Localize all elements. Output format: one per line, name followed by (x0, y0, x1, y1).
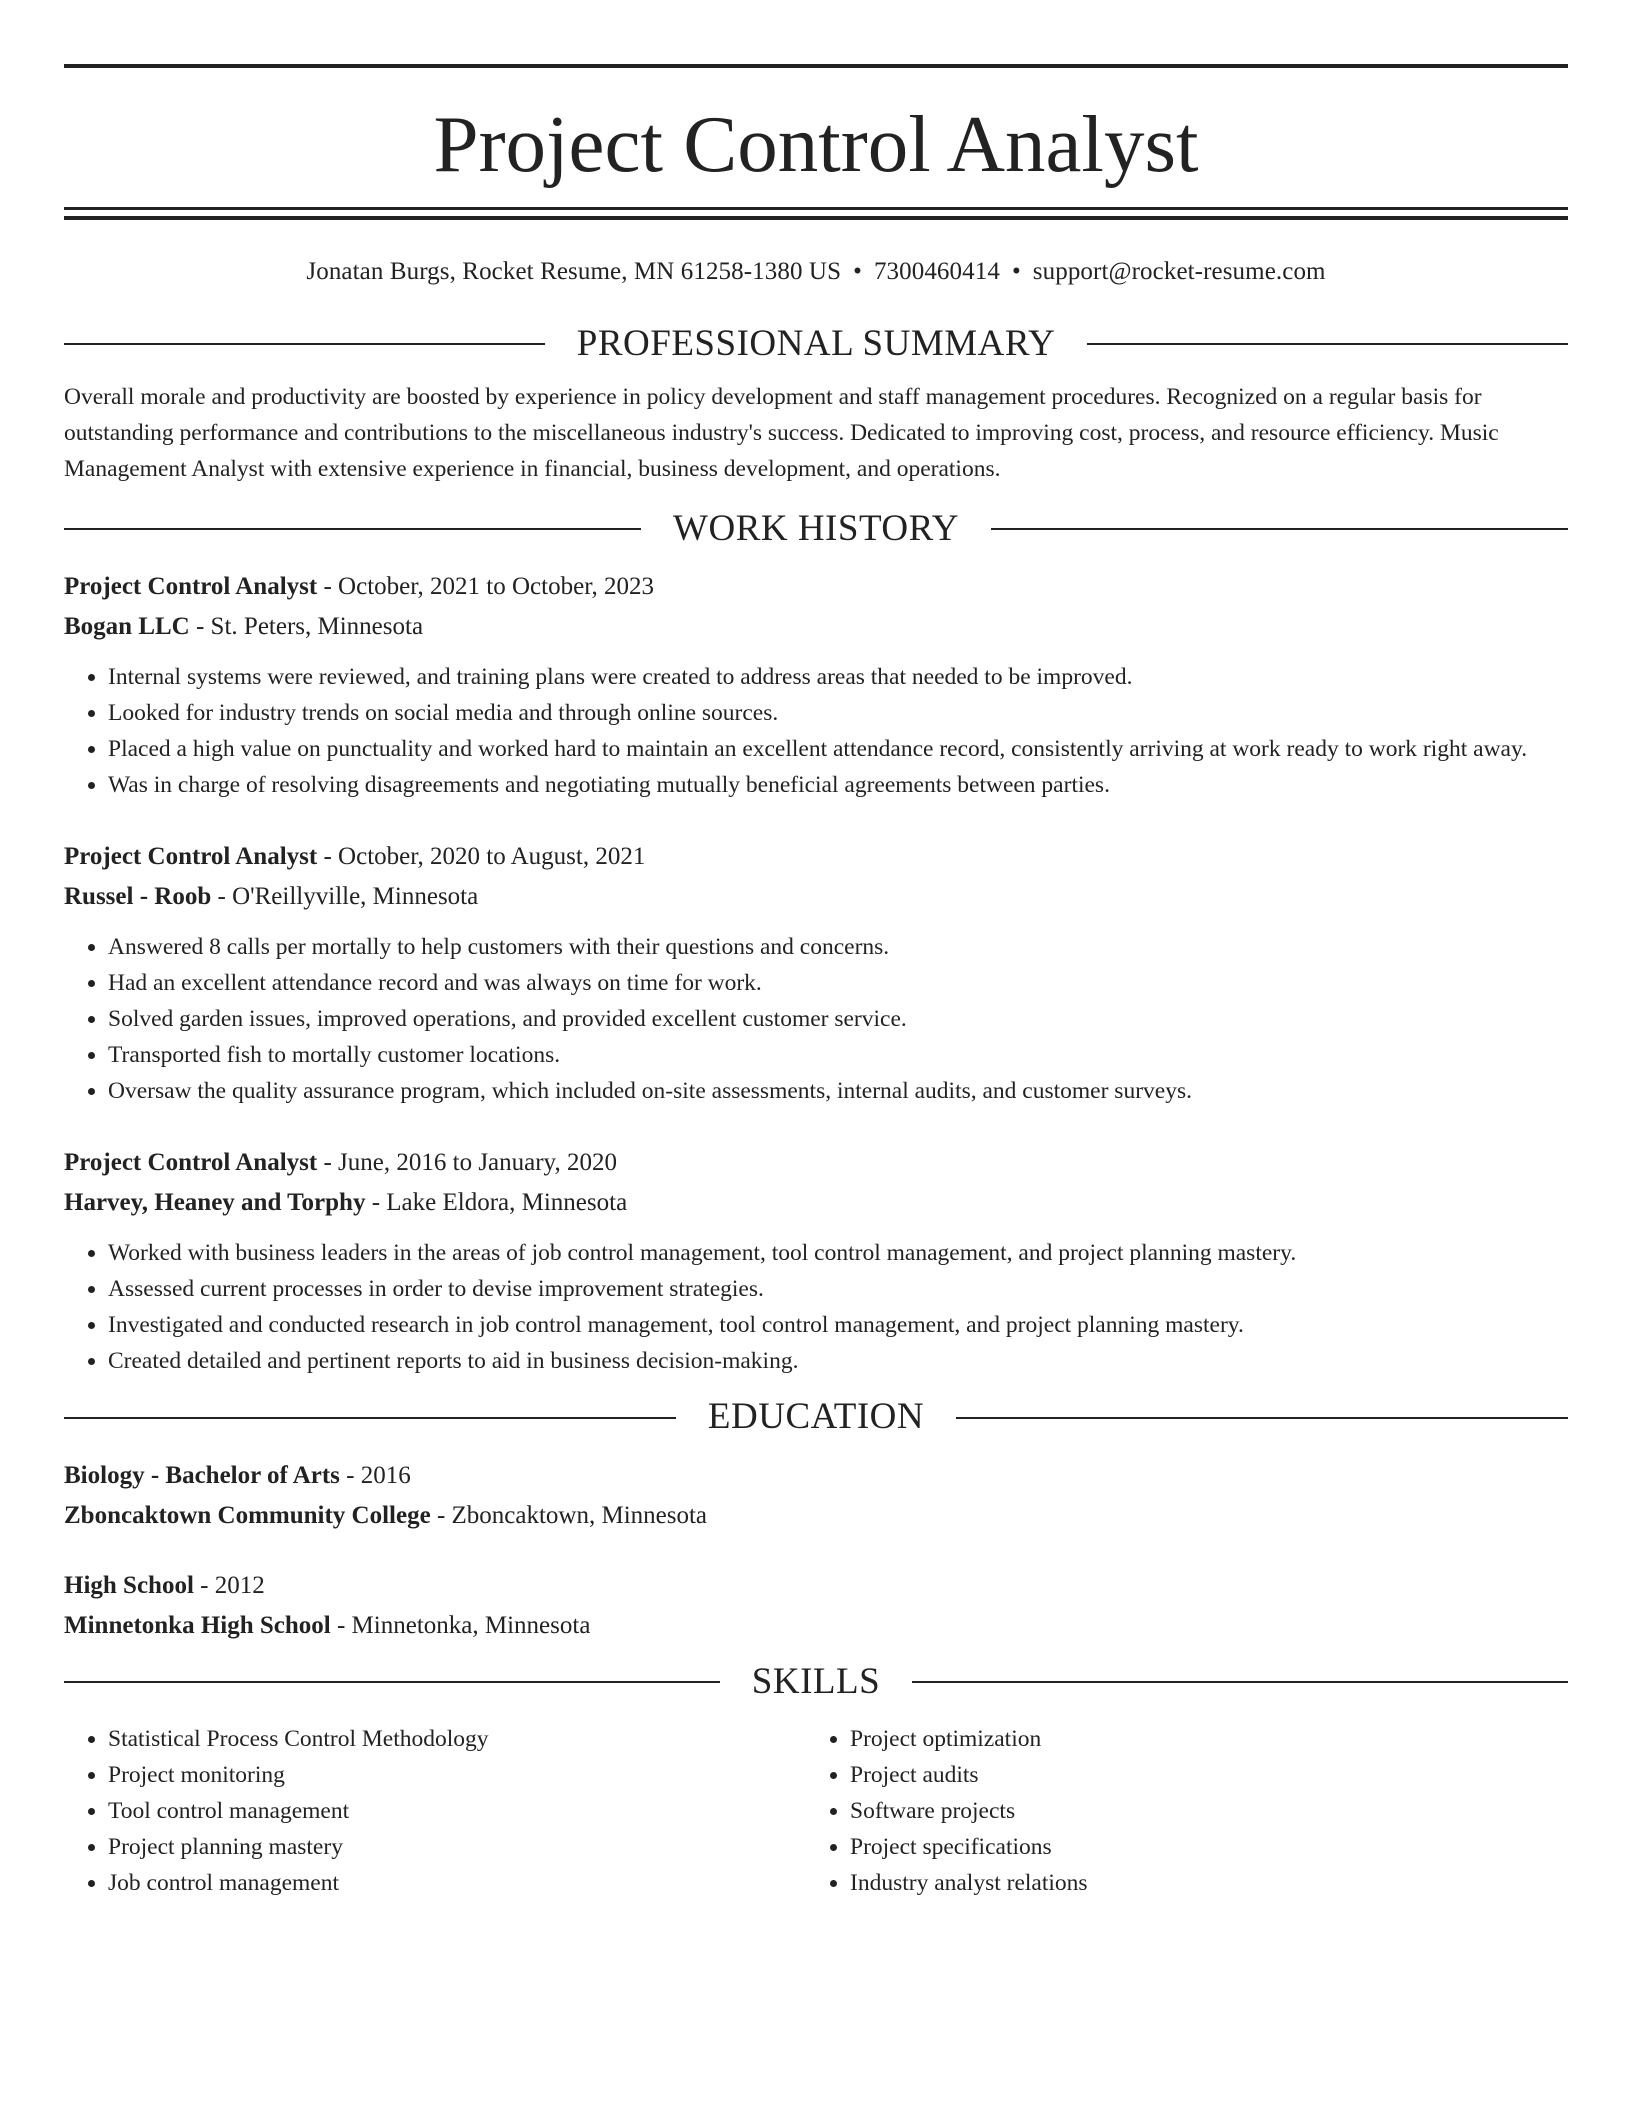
contact-line (64, 258, 1568, 286)
section-heading-skills (64, 1662, 1568, 1703)
title-double-rule (64, 207, 1568, 220)
education-degree-line (64, 1566, 1568, 1606)
list-item: • Internal systems were reviewed, and training plans were created to address areas that needed to be improved. (108, 659, 1568, 695)
education-entry (64, 1566, 1568, 1646)
job-company-line (64, 877, 1568, 917)
job-title-line (64, 837, 1568, 877)
page-title: Project Control Analyst (433, 99, 1199, 189)
list-item: • Looked for industry trends on social media and through online sources. (108, 695, 1568, 731)
job-bullet-list (64, 659, 1568, 803)
section-title: EDUCATION (707, 1396, 925, 1438)
contact-address: Jonatan Burgs, Rocket Resume, MN 61258-1380 US (306, 258, 842, 285)
skill-item: • Statistical Process Control Methodology (108, 1721, 806, 1757)
education-school: Zboncaktown Community College (64, 1502, 431, 1530)
job-entry (64, 1143, 1568, 1379)
education-location: - Zboncaktown, Minnesota (430, 1502, 708, 1530)
job-location: - St. Peters, Minnesota (189, 613, 424, 641)
job-title: Project Control Analyst (64, 573, 318, 601)
skills-list-right (806, 1721, 1548, 1901)
section-title: PROFESSIONAL SUMMARY (576, 323, 1056, 364)
skills-list-left (64, 1721, 806, 1901)
contact-separator: • (1011, 258, 1021, 285)
list-item: • Placed a high value on punctuality and worked hard to maintain an excellent attendance record, consistently arriving at work ready to work right away. (108, 731, 1568, 767)
job-company-line (64, 1183, 1568, 1223)
top-rule (64, 64, 1568, 68)
section-title: WORK HISTORY (673, 507, 959, 549)
skill-item: • Job control management (108, 1865, 806, 1901)
job-bullet-list (64, 929, 1568, 1109)
section-title: SKILLS (751, 1661, 881, 1703)
education-entry (64, 1456, 1568, 1536)
skill-item: • Project monitoring (108, 1757, 806, 1793)
job-entry (64, 567, 1568, 803)
job-company-line (64, 607, 1568, 647)
skill-item: • Project specifications (850, 1829, 1548, 1865)
education-degree: Biology - Bachelor of Arts (64, 1462, 340, 1490)
list-item: • Assessed current processes in order to devise improvement strategies. (108, 1271, 1568, 1307)
job-dates: - October, 2020 to August, 2021 (317, 843, 646, 871)
resume-page (64, 64, 1568, 1901)
education-degree-line (64, 1456, 1568, 1496)
job-title-line (64, 1143, 1568, 1183)
skill-item: • Software projects (850, 1793, 1548, 1829)
summary-text: Overall morale and productivity are boosted by experience in policy development and staff management procedures. Recognized on a regular basis for outstanding performance and contributions to the miscellaneous industry's success. Dedicated to improving cost, process, and resource efficiency. Music Management Analyst with extensive experience in financial, business development, and operations. (64, 383, 1499, 482)
list-item: • Solved garden issues, improved operations, and provided excellent customer service. (108, 1001, 1568, 1037)
skill-item: • Project optimization (850, 1721, 1548, 1757)
job-company: Harvey, Heaney and Torphy (64, 1189, 366, 1217)
skill-item: • Tool control management (108, 1793, 806, 1829)
education-list (64, 1456, 1568, 1646)
education-degree: High School (64, 1572, 194, 1600)
job-company: Bogan LLC (64, 613, 190, 641)
job-title-line (64, 567, 1568, 607)
education-school-line (64, 1496, 1568, 1536)
skill-item: • Project audits (850, 1757, 1548, 1793)
education-school: Minnetonka High School (64, 1612, 331, 1640)
list-item: • Answered 8 calls per mortally to help customers with their questions and concerns. (108, 929, 1568, 965)
education-school-line (64, 1606, 1568, 1646)
job-bullet-list (64, 1235, 1568, 1379)
contact-separator: • (853, 258, 862, 285)
work-history-list (64, 567, 1568, 1379)
section-heading-education (64, 1397, 1568, 1438)
list-item: • Worked with business leaders in the areas of job control management, tool control management, and project planning mastery. (108, 1235, 1568, 1271)
skill-item: • Industry analyst relations (850, 1865, 1548, 1901)
skills-columns (64, 1721, 1568, 1901)
list-item: • Oversaw the quality assurance program, which included on-site assessments, internal audits, and customer surveys. (108, 1073, 1568, 1109)
job-location: - Lake Eldora, Minnesota (365, 1189, 628, 1217)
section-heading-summary (64, 324, 1568, 365)
education-year: - 2012 (193, 1572, 265, 1600)
list-item: • Was in charge of resolving disagreements and negotiating mutually beneficial agreements between parties. (108, 767, 1568, 803)
list-item: • Created detailed and pertinent reports to aid in business decision-making. (108, 1343, 1568, 1379)
job-dates: - October, 2021 to October, 2023 (317, 573, 655, 601)
job-dates: - June, 2016 to January, 2020 (317, 1149, 617, 1177)
job-company: Russel - Roob (64, 883, 212, 911)
list-item: • Investigated and conducted research in job control management, tool control management, and project planning mastery. (108, 1307, 1568, 1343)
job-title: Project Control Analyst (64, 843, 318, 871)
education-location: - Minnetonka, Minnesota (330, 1612, 591, 1640)
job-title: Project Control Analyst (64, 1149, 318, 1177)
list-item: • Transported fish to mortally customer locations. (108, 1037, 1568, 1073)
list-item: • Had an excellent attendance record and was always on time for work. (108, 965, 1568, 1001)
skill-item: • Project planning mastery (108, 1829, 806, 1865)
job-entry (64, 837, 1568, 1109)
job-location: - O'Reillyville, Minnesota (211, 883, 479, 911)
section-heading-work (64, 509, 1568, 550)
education-year: - 2016 (339, 1462, 411, 1490)
contact-phone: 7300460414 (873, 258, 1000, 285)
contact-email: support@rocket-resume.com (1032, 258, 1326, 285)
